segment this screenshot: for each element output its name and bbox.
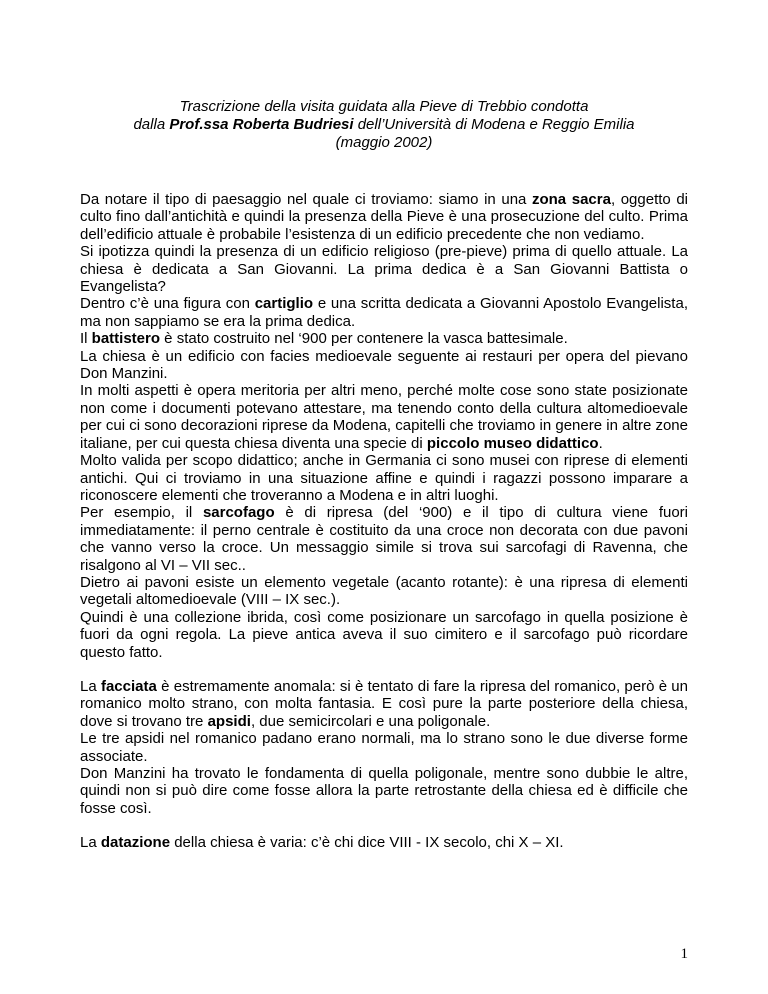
author-name: Prof.ssa Roberta Budriesi bbox=[169, 116, 354, 133]
paragraph-text: La bbox=[80, 834, 101, 852]
paragraph-text: Don Manzini ha trovato le fondamenta di quella poligonale, mentre sono dubbie le altre, quindi non si può dire come fosse allora la parte retrostante della chiesa ed è difficile che fosse così. bbox=[80, 765, 688, 817]
paragraph-text: La chiesa è un edificio con facies medioevale seguente ai restauri per opera del pievano Don Manzini. bbox=[80, 347, 688, 383]
paragraph-text: , oggetto di culto fino dall’antichità e quindi la presenza della Pieve è una prosecuzione del culto. Prima dell’edificio attuale è probabile l’esistenza di un edificio precedente che non vediamo. bbox=[80, 191, 689, 243]
bold-term: zona sacra bbox=[531, 191, 611, 208]
body-paragraph bbox=[80, 678, 688, 730]
paragraph-text: della chiesa è varia: c’è chi dice VIII - IX secolo, chi X – XI. bbox=[170, 834, 564, 852]
paragraph-text: , due semicircolari e una poligonale. bbox=[250, 712, 491, 730]
body-paragraph bbox=[80, 574, 688, 609]
paragraph-text: In molti aspetti è opera meritoria per altri meno, perché molte cose sono state posizionate non come i documenti potevano attestare, ma tenendo conto della cultura altomedioevale per cui ci sono decorazioni riprese da Modena, capitelli che troviamo in genere in altre zone italiane, per cui questa chiesa diventa una specie di bbox=[80, 382, 688, 452]
paragraph-text: è stato costruito nel ‘900 per contenere la vasca battesimale. bbox=[160, 330, 568, 348]
bold-term: piccolo museo didattico bbox=[426, 434, 599, 452]
paragraph-text: . bbox=[598, 434, 603, 452]
paragraph-text: Dentro c’è una figura con bbox=[80, 295, 255, 313]
body-paragraph bbox=[80, 834, 688, 851]
header-title-line: Trascrizione della visita guidata alla Pieve di Trebbio condotta bbox=[179, 98, 589, 115]
bold-term: battistero bbox=[91, 330, 161, 348]
bold-term: sarcofago bbox=[202, 504, 275, 522]
bold-term: apsidi bbox=[207, 712, 251, 730]
body-paragraph bbox=[80, 382, 688, 452]
body-paragraph bbox=[80, 765, 688, 817]
body-paragraph bbox=[80, 295, 688, 330]
body-paragraph bbox=[80, 191, 688, 243]
body-paragraph bbox=[80, 504, 688, 574]
paragraph-text: è di ripresa (del ‘900) e il tipo di cultura viene fuori immediatamente: il perno centrale è costituito da una croce non decorata con due pavoni che vanno verso la croce. Un messaggio simile si trova sui sarcofagi di Ravenna, che risalgono al VI – VII sec.. bbox=[80, 504, 689, 574]
paragraph-text: Molto valida per scopo didattico; anche in Germania ci sono musei con riprese di elementi antichi. Qui ci troviamo in una situazione affine e quindi i ragazzi possono imparare a riconoscere elementi che troveranno a Modena e in altri luoghi. bbox=[80, 452, 688, 504]
document-body bbox=[80, 191, 688, 852]
paragraph-text: Il bbox=[80, 330, 92, 348]
paragraph-text: e una scritta dedicata a Giovanni Apostolo Evangelista, ma non sappiamo se era la prima dedica. bbox=[80, 295, 688, 330]
header-date-line: (maggio 2002) bbox=[335, 134, 433, 151]
bold-term: cartiglio bbox=[254, 295, 314, 313]
body-paragraph bbox=[80, 609, 688, 661]
page-number: 1 bbox=[680, 946, 688, 962]
paragraph-spacer bbox=[80, 817, 688, 834]
paragraph-text: La bbox=[80, 677, 101, 695]
paragraph-text: Dietro ai pavoni esiste un elemento vegetale (acanto rotante): è una ripresa di elementi vegetali altomedioevale (VIII – IX sec.). bbox=[80, 573, 688, 609]
paragraph-spacer bbox=[80, 661, 688, 678]
bold-term: facciata bbox=[100, 677, 157, 695]
body-paragraph bbox=[80, 330, 688, 347]
body-paragraph bbox=[80, 452, 688, 504]
paragraph-text: Si ipotizza quindi la presenza di un edificio religioso (pre-pieve) prima di quello attuale. La chiesa è dedicata a San Giovanni. La prima dedica è a San Giovanni Battista o Evangelista? bbox=[80, 243, 688, 296]
body-paragraph bbox=[80, 348, 688, 383]
paragraph-text: Le tre apsidi nel romanico padano erano normali, ma lo strano sono le due diverse forme associate. bbox=[80, 730, 688, 765]
bold-term: datazione bbox=[100, 834, 171, 852]
body-paragraph bbox=[80, 243, 688, 295]
paragraph-text: Da notare il tipo di paesaggio nel quale ci troviamo: siamo in una bbox=[80, 191, 532, 208]
document-header bbox=[80, 98, 688, 152]
body-paragraph bbox=[80, 730, 688, 765]
paragraph-text: Per esempio, il bbox=[80, 504, 203, 522]
paragraph-text: Quindi è una collezione ibrida, così come posizionare un sarcofago in quella posizione è fuori da ogni regola. La pieve antica aveva il suo cimitero e il sarcofago può ricordare questo fatto. bbox=[80, 608, 688, 661]
header-author-line: dalla Prof.ssa Roberta Budriesi dell’Università di Modena e Reggio Emilia bbox=[133, 116, 635, 133]
paragraph-text: è estremamente anomala: si è tentato di fare la ripresa del romanico, però è un romanico molto strano, con molta fantasia. E così pure la parte posteriore della chiesa, dove si trovano tre bbox=[80, 677, 688, 730]
